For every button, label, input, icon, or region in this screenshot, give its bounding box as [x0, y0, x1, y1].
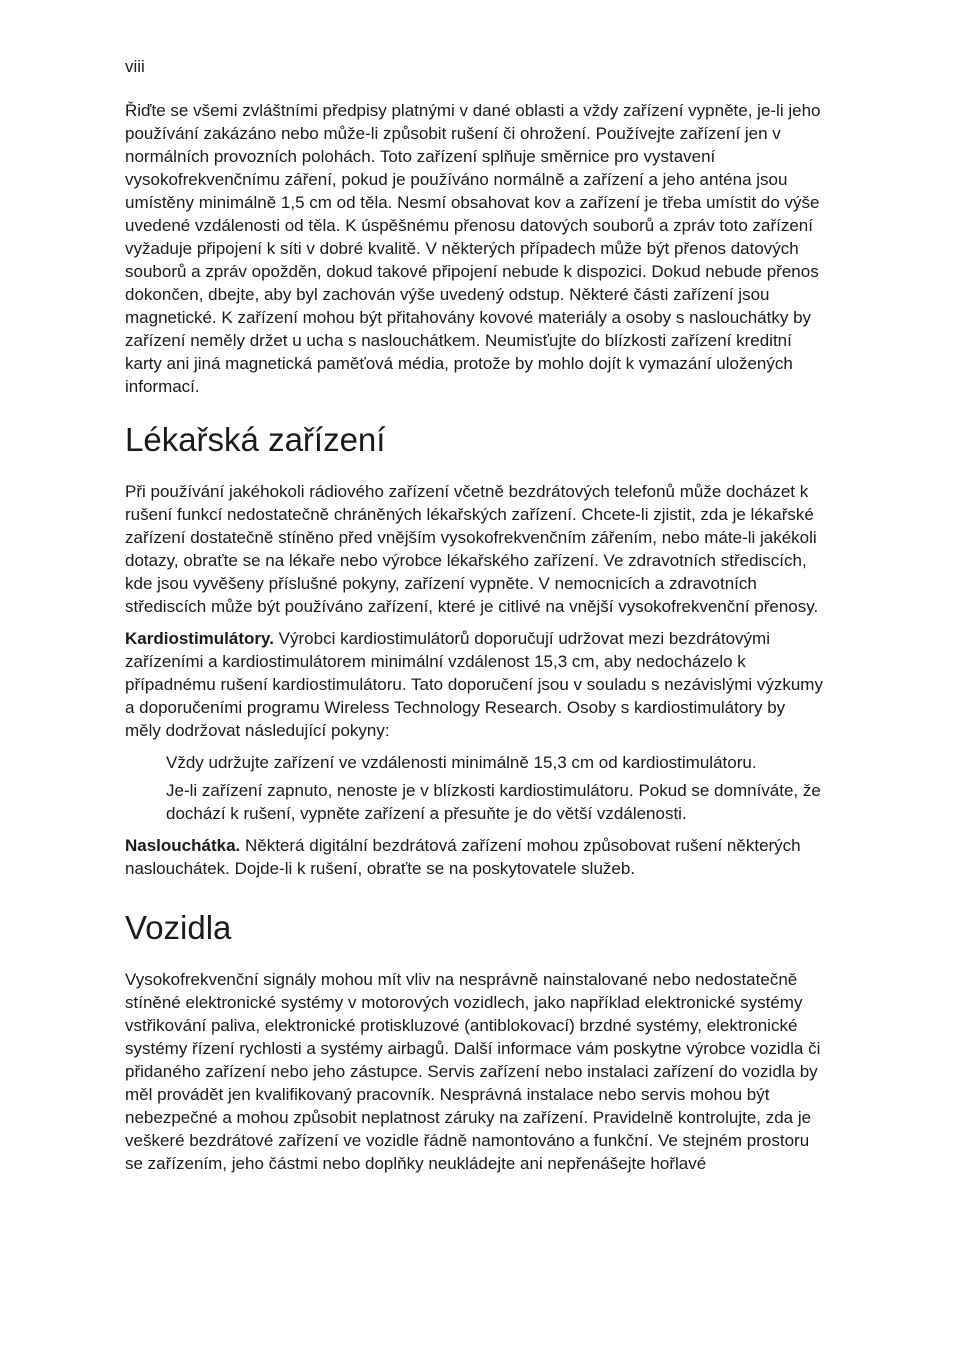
pacemakers-text: Výrobci kardiostimulátorů doporučují udržovat mezi bezdrátovými zařízeními a kardiostimulátorem minimální vzdálenost 15,3 cm, aby nedocházelo k případnému rušení kardiostimulátoru. Tato doporučení jsou v souladu s nezávislými výzkumy a doporučeními programu Wireless Technology Research. Osoby s kardiostimulátory by měly dodržovat následující pokyny: — [125, 629, 823, 740]
medical-paragraph: Při používání jakéhokoli rádiového zařízení včetně bezdrátových telefonů může docházet k rušení funkcí nedostatečně chráněných lékařských zařízení. Chcete-li zjistit, zda je lékařské zařízení dostatečně stíněno před vnějším vysokofrekvenčním zářením, nebo máte-li jakékoli dotazy, obraťte se na lékaře nebo výrobce lékařského zařízení. Ve zdravotních střediscích, kde jsou vyvěšeny příslušné pokyny, zařízení vypněte. V nemocnicích a zdravotních střediscích může být používáno zařízení, které je citlivé na vnější vysokofrekvenční přenosy. — [125, 482, 819, 616]
pacemakers-lead: Kardiostimulátory. — [125, 629, 274, 648]
pacemaker-guidelines-list — [125, 751, 825, 825]
list-item: Je-li zařízení zapnuto, nenoste je v blízkosti kardiostimulátoru. Pokud se domníváte, že dochází k rušení, vypněte zařízení a přesuňte je do větší vzdálenosti. — [166, 781, 821, 823]
hearing-aids-paragraph — [125, 834, 825, 880]
section-heading-medical: Lékařská zařízení — [125, 421, 386, 458]
list-item: Vždy udržujte zařízení ve vzdálenosti minimálně 15,3 cm od kardiostimulátoru. — [166, 753, 757, 772]
document-page — [125, 55, 825, 1184]
pacemakers-paragraph — [125, 627, 825, 742]
section-heading-vehicles: Vozidla — [125, 909, 232, 946]
intro-paragraph: Řiďte se všemi zvláštními předpisy platnými v dané oblasti a vždy zařízení vypněte, je-li jeho používání zakázáno nebo může-li způsobit rušení či ohrožení. Používejte zařízení jen v normálních provozních polohách. Toto zařízení splňuje směrnice pro vystavení vysokofrekvenčnímu záření, pokud je používáno normálně a zařízení a jeho anténa jsou umístěny minimálně 1,5 cm od těla. Nesmí obsahovat kov a zařízení je třeba umístit do výše uvedené vzdálenosti od těla. K úspěšnému přenosu datových souborů a zpráv toto zařízení vyžaduje připojení k síti v dobré kvalitě. V některých případech může být přenos datových souborů a zpráv opožděn, dokud takové připojení nebude k dispozici. Dokud nebude přenos dokončen, dbejte, aby byl zachován výše uvedený odstup. Některé části zařízení jsou magnetické. K zařízení mohou být přitahovány kovové materiály a osoby s naslouchátky by zařízení neměly držet u ucha s naslouchátkem. Neumisťujte do blízkosti zařízení kreditní karty ani jiná magnetická paměťová média, protože by mohlo dojít k vymazání uložených informací. — [125, 101, 821, 396]
hearing-aids-lead: Naslouchátka. — [125, 836, 241, 855]
page-number: viii — [125, 57, 145, 76]
vehicles-paragraph: Vysokofrekvenční signály mohou mít vliv na nesprávně nainstalované nebo nedostatečně stíněné elektronické systémy v motorových vozidlech, jako například elektronické systémy vstřikování paliva, elektronické protiskluzové (antiblokovací) brzdné systémy, elektronické systémy řízení rychlosti a systémy airbagů. Další informace vám poskytne výrobce vozidla či přidaného zařízení nebo jeho zástupce. Servis zařízení nebo instalaci zařízení do vozidla by měl provádět jen kvalifikovaný pracovník. Nesprávná instalace nebo servis mohou být nebezpečné a mohou způsobit neplatnost záruky na zařízení. Pravidelně kontrolujte, zda je veškeré bezdrátové zařízení ve vozidle řádně namontováno a funkční. Ve stejném prostoru se zařízením, jeho částmi nebo doplňky neukládejte ani nepřenášejte hořlavé — [125, 970, 821, 1173]
hearing-aids-text: Některá digitální bezdrátová zařízení mohou způsobovat rušení některých naslouchátek. Dojde-li k rušení, obraťte se na poskytovatele služeb. — [125, 836, 801, 878]
